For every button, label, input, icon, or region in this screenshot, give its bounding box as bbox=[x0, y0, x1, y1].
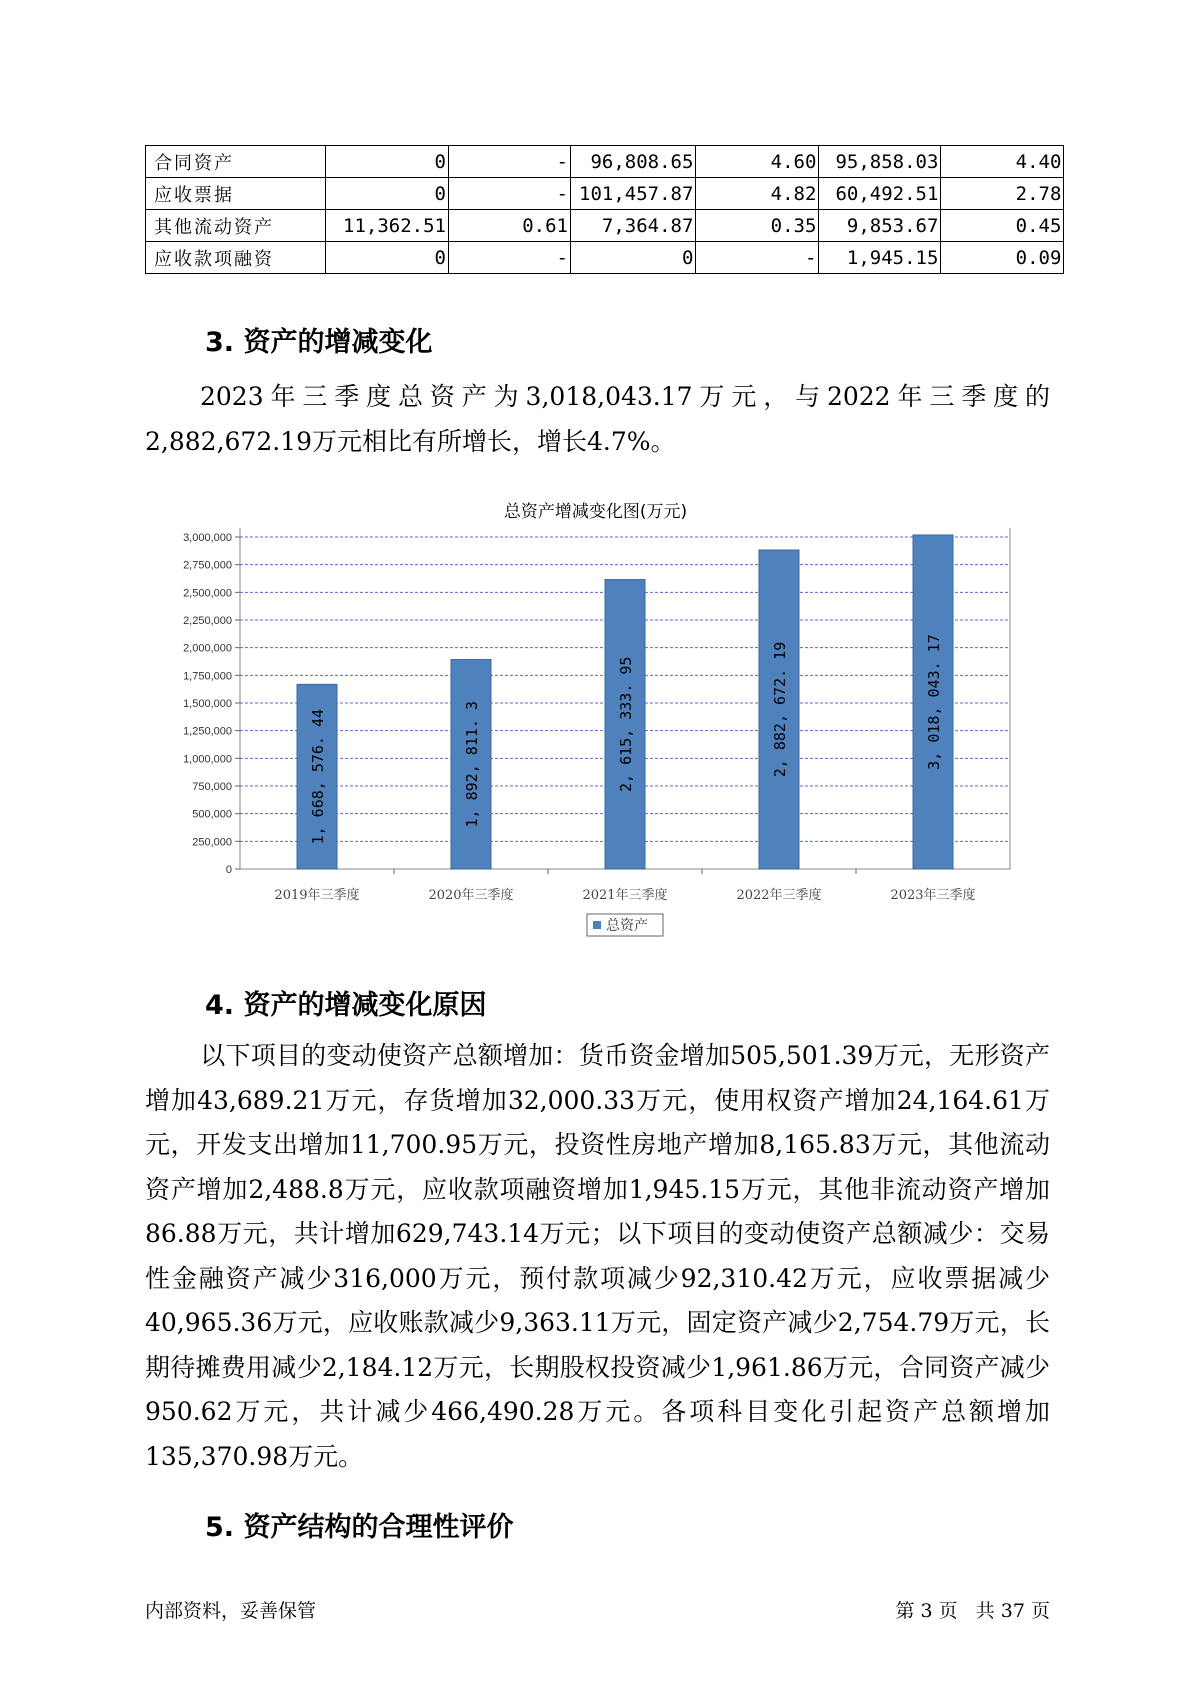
table-cell: 0.45 bbox=[941, 210, 1064, 242]
x-tick-label: 2019年三季度 bbox=[274, 888, 360, 903]
table-cell: 0.61 bbox=[449, 210, 571, 242]
y-tick-label: 500,000 bbox=[192, 808, 232, 821]
table-cell: 0 bbox=[571, 242, 696, 274]
y-tick-label: 0 bbox=[225, 864, 232, 876]
x-tick-label: 2020年三季度 bbox=[428, 888, 514, 903]
table-cell: 4.82 bbox=[696, 178, 819, 210]
section-3-text: 2023年三季度总资产为3,018,043.17万元，与2022年三季度的2,882,672.19万元相比有所增长，增长4.7%。 bbox=[145, 382, 1050, 456]
row-label: 应收款项融资 bbox=[146, 242, 326, 274]
table-cell: 0 bbox=[326, 242, 449, 274]
table-cell: 0.09 bbox=[941, 242, 1064, 274]
section-4-heading: 4. 资产的增减变化原因 bbox=[205, 990, 487, 1021]
table-cell: 0 bbox=[326, 178, 449, 210]
table-cell: 9,853.67 bbox=[819, 210, 941, 242]
y-tick-label: 2,250,000 bbox=[183, 615, 232, 627]
y-tick-label: 1,500,000 bbox=[183, 698, 232, 710]
table-cell: 60,492.51 bbox=[819, 178, 941, 210]
y-tick-label: 2,500,000 bbox=[183, 587, 232, 600]
chart-title: 总资产增减变化图(万元) bbox=[503, 502, 688, 522]
section-5-heading: 5. 资产结构的合理性评价 bbox=[205, 1512, 514, 1543]
bar-data-label: 2, 615, 333. 95 bbox=[617, 656, 635, 793]
asset-table bbox=[145, 145, 1064, 274]
bar-data-label: 3, 018, 043. 17 bbox=[925, 634, 943, 770]
footer-confidential: 内部资料，妥善保管 bbox=[145, 1600, 317, 1622]
y-tick-label: 2,000,000 bbox=[183, 642, 232, 655]
table-row bbox=[146, 210, 1064, 242]
table-cell: - bbox=[696, 242, 819, 274]
table-cell: - bbox=[449, 146, 571, 178]
y-tick-label: 3,000,000 bbox=[183, 532, 232, 544]
table-cell: 7,364.87 bbox=[571, 210, 696, 242]
section-3-heading: 3. 资产的增减变化 bbox=[205, 327, 433, 358]
table-row bbox=[146, 242, 1064, 274]
table-cell: 95,858.03 bbox=[819, 146, 941, 178]
row-label: 应收票据 bbox=[146, 178, 326, 210]
y-tick-label: 2,750,000 bbox=[183, 559, 232, 572]
x-tick-label: 2022年三季度 bbox=[736, 888, 822, 903]
bar-data-label: 2, 882, 672. 19 bbox=[771, 641, 789, 778]
x-tick-label: 2023年三季度 bbox=[890, 888, 976, 903]
row-label: 合同资产 bbox=[146, 146, 326, 178]
table-cell: 96,808.65 bbox=[571, 146, 696, 178]
legend-label: 总资产 bbox=[606, 918, 648, 934]
bar-data-label: 1, 892, 811. 3 bbox=[463, 701, 481, 828]
row-label: 其他流动资产 bbox=[146, 210, 326, 242]
section-4-text: 以下项目的变动使资产总额增加：货币资金增加505,501.39万元，无形资产增加43,689.21万元，存货增加32,000.33万元，使用权资产增加24,164.61万元，开发支出增加11,700.95万元，投资性房地产增加8,165.83万元，其他流动资产增加2,488.8万元，应收款项融资增加1,945.15万元，其他非流动资产增加86.88万元，共计增加629,743.14万元；以下项目的变动使资产总额减少：交易性金融资产减少316,000万元，预付款项减少92,310.42万元，应收票据减少40,965.36万元，应收账款减少9,363.11万元，固定资产减少2,754.79万元，长期待摊费用减少2,184.12万元，长期股权投资减少1,961.86万元，合同资产减少950.62万元，共计减少466,490.28万元。各项科目变化引起资产总额增加135,370.98万元。 bbox=[145, 1041, 1050, 1471]
y-tick-label: 1,250,000 bbox=[183, 725, 232, 738]
table-cell: 4.60 bbox=[696, 146, 819, 178]
table-cell: - bbox=[449, 178, 571, 210]
table-cell: 0 bbox=[326, 146, 449, 178]
table-cell: 0.35 bbox=[696, 210, 819, 242]
bar-data-label: 1, 668, 576. 44 bbox=[309, 708, 327, 845]
y-tick-label: 1,750,000 bbox=[183, 670, 232, 683]
table-row bbox=[146, 146, 1064, 178]
table-cell: 101,457.87 bbox=[571, 178, 696, 210]
table-row bbox=[146, 178, 1064, 210]
y-tick-label: 1,000,000 bbox=[183, 753, 232, 766]
table-cell: 4.40 bbox=[941, 146, 1064, 178]
total-assets-chart bbox=[160, 528, 1020, 948]
footer-page-number: 第 3 页 共 37 页 bbox=[895, 1600, 1050, 1622]
table-cell: 11,362.51 bbox=[326, 210, 449, 242]
legend-swatch bbox=[593, 921, 601, 929]
table-cell: 2.78 bbox=[941, 178, 1064, 210]
x-tick-label: 2021年三季度 bbox=[582, 888, 668, 903]
table-cell: - bbox=[449, 242, 571, 274]
y-tick-label: 250,000 bbox=[192, 836, 232, 849]
y-tick-label: 750,000 bbox=[192, 781, 232, 793]
table-cell: 1,945.15 bbox=[819, 242, 941, 274]
